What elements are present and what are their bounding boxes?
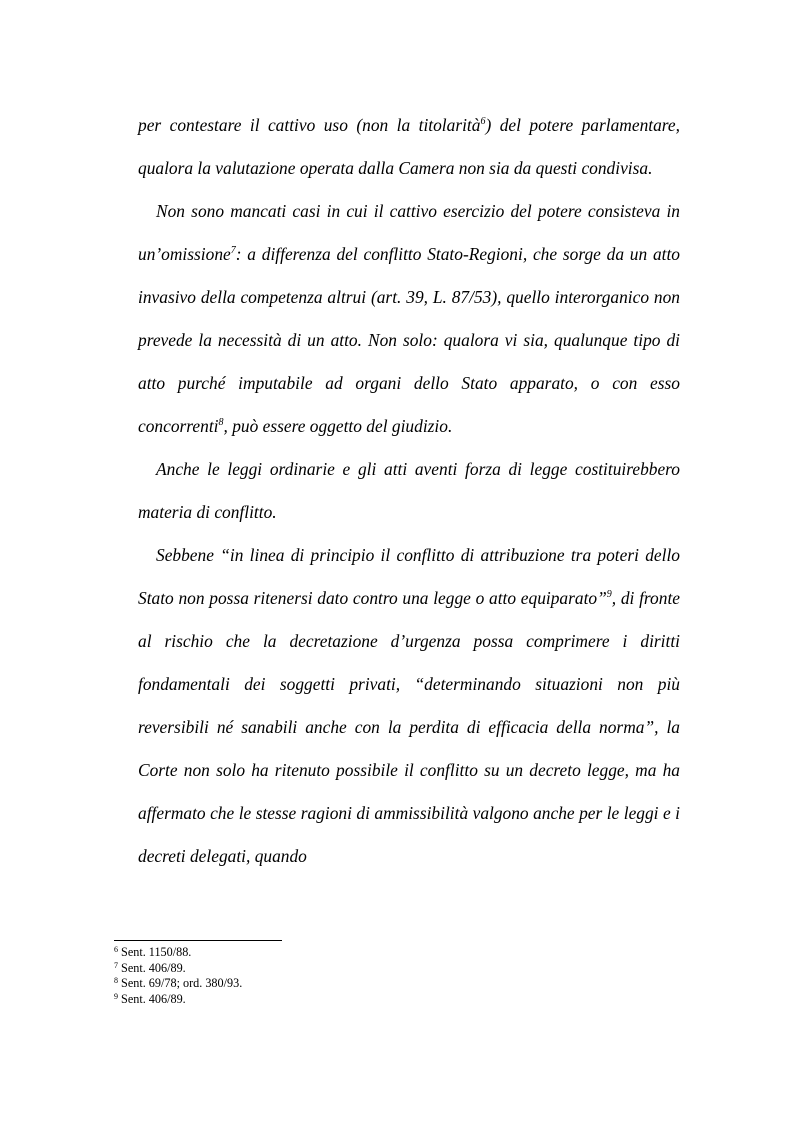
footnote-ref-7: 7 — [230, 245, 236, 256]
paragraph-text: Anche le leggi ordinarie e gli atti aventi forza di legge costituirebbero materia di conflitto. — [138, 459, 680, 522]
body-text — [138, 104, 680, 878]
footnote-text: Sent. 1150/88. — [121, 945, 192, 959]
paragraph-text: , può essere oggetto del giudizio. — [223, 416, 453, 436]
paragraph-3 — [138, 448, 680, 534]
paragraph-text: , di fronte al rischio che la decretazione d’urgenza possa comprimere i diritti fondamentali dei soggetti privati, “determinando situazioni non più reversibili né sanabili anche con la perdita di efficacia della norma”, la Corte non solo ha ritenuto possibile il conflitto su un decreto legge, ma ha affermato che le stesse ragioni di ammissibilità valgono anche per le leggi e i decreti delegati, quando — [138, 588, 680, 866]
footnote-6 — [114, 945, 674, 961]
footnote-text: Sent. 69/78; ord. 380/93. — [121, 976, 243, 990]
footnote-number: 7 — [114, 960, 118, 970]
footnote-number: 6 — [114, 945, 118, 954]
footnote-number: 8 — [114, 976, 118, 985]
paragraph-text: ) del potere parlamentare, qualora la valutazione operata dalla Camera non sia da questi condivisa. — [138, 115, 680, 178]
footnotes — [114, 945, 674, 1007]
paragraph-1 — [138, 104, 680, 190]
paragraph-text: per contestare il cattivo uso (non la titolarità — [138, 115, 481, 135]
footnote-ref-8: 8 — [218, 417, 224, 428]
footnote-ref-9: 9 — [606, 589, 612, 600]
paragraph-4 — [138, 534, 680, 878]
paragraph-2 — [138, 190, 680, 448]
paragraph-text: : a differenza del conflitto Stato-Regioni, che sorge da un atto invasivo della competenza altrui (art. 39, L. 87/53), quello interorganico non prevede la necessità di un atto. Non solo: qualora vi sia, qualunque tipo di atto purché imputabile ad organi dello Stato apparato, o con esso concorrenti — [138, 244, 680, 436]
footnote-separator — [114, 940, 282, 941]
footnote-number: 9 — [114, 991, 118, 1001]
footnote-8 — [114, 976, 674, 992]
footnote-text: Sent. 406/89. — [121, 960, 186, 975]
footnote-ref-6: 6 — [480, 116, 486, 127]
paragraph-text: Non sono mancati casi in cui il cattivo esercizio del potere consisteva in un’omissione — [138, 201, 680, 264]
footnote-7 — [114, 961, 674, 977]
footnote-text: Sent. 406/89. — [121, 991, 186, 1006]
footnote-9 — [114, 992, 674, 1008]
paragraph-text: Sebbene “in linea di principio il conflitto di attribuzione tra poteri dello Stato non possa ritenersi dato contro una legge o atto equiparato” — [138, 545, 680, 608]
